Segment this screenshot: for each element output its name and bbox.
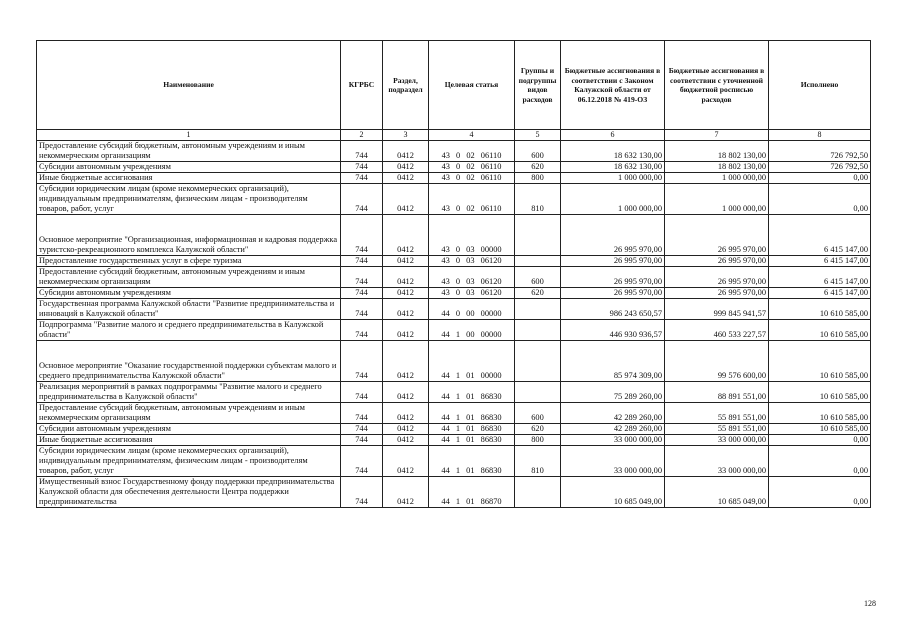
row-executed: 726 792,50 [769, 141, 871, 162]
row-name: Предоставление субсидий бюджетным, автономным учреждениям и иным некоммерческим организациям [37, 267, 341, 288]
row-expense-group: 620 [515, 162, 561, 173]
row-name: Субсидии юридическим лицам (кроме некоммерческих организаций), индивидуальным предпринимателям, физическим лицам - производителям товаров, работ, услуг [37, 446, 341, 477]
row-expense-group [515, 382, 561, 403]
table-row [37, 435, 871, 446]
table-row [37, 173, 871, 184]
row-plan-allocation: 1 000 000,00 [665, 173, 769, 184]
row-law-allocation: 10 685 049,00 [561, 477, 665, 508]
row-target-article: 43 0 02 06110 [429, 141, 515, 162]
table-row [37, 477, 871, 508]
row-expense-group: 800 [515, 435, 561, 446]
row-plan-allocation: 26 995 970,00 [665, 256, 769, 267]
row-plan-allocation: 55 891 551,00 [665, 403, 769, 424]
row-executed: 6 415 147,00 [769, 288, 871, 299]
table-row [37, 141, 871, 162]
row-kgrbs: 744 [341, 341, 383, 382]
row-expense-group: 620 [515, 288, 561, 299]
row-kgrbs: 744 [341, 141, 383, 162]
row-executed: 10 610 585,00 [769, 341, 871, 382]
row-name: Иные бюджетные ассигнования [37, 435, 341, 446]
row-law-allocation: 26 995 970,00 [561, 267, 665, 288]
table-row [37, 162, 871, 173]
row-executed: 6 415 147,00 [769, 267, 871, 288]
table-row [37, 320, 871, 341]
row-target-article: 43 0 03 06120 [429, 288, 515, 299]
row-executed: 6 415 147,00 [769, 256, 871, 267]
table-row [37, 267, 871, 288]
row-plan-allocation: 33 000 000,00 [665, 435, 769, 446]
row-executed: 10 610 585,00 [769, 320, 871, 341]
row-razdel: 0412 [383, 299, 429, 320]
row-razdel: 0412 [383, 320, 429, 341]
header-row [37, 41, 871, 130]
row-razdel: 0412 [383, 446, 429, 477]
row-name: Предоставление субсидий бюджетным, автономным учреждениям и иным некоммерческим организациям [37, 141, 341, 162]
row-executed: 10 610 585,00 [769, 424, 871, 435]
budget-table [36, 40, 871, 508]
row-kgrbs: 744 [341, 320, 383, 341]
row-executed: 0,00 [769, 477, 871, 508]
row-law-allocation: 26 995 970,00 [561, 288, 665, 299]
header-kgrbs: КГРБС [341, 41, 383, 130]
header-plan-allocations: Бюджетные ассигнования в соответствии с уточненной бюджетной росписью расходов [665, 41, 769, 130]
column-number: 8 [769, 130, 871, 141]
column-number: 6 [561, 130, 665, 141]
row-expense-group [515, 256, 561, 267]
row-expense-group: 810 [515, 446, 561, 477]
row-name: Основное мероприятие "Организационная, информационная и кадровая поддержка туристско-рекреационного комплекса Калужской области" [37, 215, 341, 256]
table-row [37, 341, 871, 382]
row-law-allocation: 33 000 000,00 [561, 435, 665, 446]
row-plan-allocation: 26 995 970,00 [665, 267, 769, 288]
row-razdel: 0412 [383, 141, 429, 162]
column-number-row [37, 130, 871, 141]
table-row [37, 403, 871, 424]
row-kgrbs: 744 [341, 267, 383, 288]
row-kgrbs: 744 [341, 184, 383, 215]
table-row [37, 424, 871, 435]
row-target-article: 44 0 00 00000 [429, 299, 515, 320]
row-law-allocation: 42 289 260,00 [561, 403, 665, 424]
row-plan-allocation: 26 995 970,00 [665, 288, 769, 299]
row-razdel: 0412 [383, 215, 429, 256]
row-kgrbs: 744 [341, 435, 383, 446]
row-razdel: 0412 [383, 403, 429, 424]
row-expense-group: 620 [515, 424, 561, 435]
row-expense-group: 600 [515, 267, 561, 288]
row-law-allocation: 26 995 970,00 [561, 215, 665, 256]
row-name: Субсидии юридическим лицам (кроме некоммерческих организаций), индивидуальным предпринимателям, физическим лицам - производителям товаров, работ, услуг [37, 184, 341, 215]
row-name: Подпрограмма "Развитие малого и среднего предпринимательства в Калужской области" [37, 320, 341, 341]
row-razdel: 0412 [383, 424, 429, 435]
row-expense-group [515, 477, 561, 508]
row-kgrbs: 744 [341, 477, 383, 508]
row-kgrbs: 744 [341, 424, 383, 435]
row-target-article: 43 0 02 06110 [429, 184, 515, 215]
row-razdel: 0412 [383, 162, 429, 173]
row-target-article: 43 0 03 06120 [429, 256, 515, 267]
row-executed: 0,00 [769, 173, 871, 184]
row-plan-allocation: 10 685 049,00 [665, 477, 769, 508]
page-number: 128 [864, 599, 876, 608]
row-target-article: 44 1 01 86830 [429, 382, 515, 403]
row-expense-group: 600 [515, 403, 561, 424]
column-number: 3 [383, 130, 429, 141]
row-razdel: 0412 [383, 184, 429, 215]
row-kgrbs: 744 [341, 299, 383, 320]
row-expense-group [515, 320, 561, 341]
row-name: Субсидии автономным учреждениям [37, 424, 341, 435]
row-kgrbs: 744 [341, 256, 383, 267]
row-law-allocation: 18 632 130,00 [561, 162, 665, 173]
column-number: 7 [665, 130, 769, 141]
row-executed: 6 415 147,00 [769, 215, 871, 256]
row-target-article: 44 1 00 00000 [429, 320, 515, 341]
row-executed: 0,00 [769, 184, 871, 215]
table-row [37, 184, 871, 215]
table-row [37, 382, 871, 403]
row-target-article: 44 1 01 86830 [429, 403, 515, 424]
row-target-article: 43 0 03 06120 [429, 267, 515, 288]
row-name: Предоставление субсидий бюджетным, автономным учреждениям и иным некоммерческим организациям [37, 403, 341, 424]
row-kgrbs: 744 [341, 288, 383, 299]
row-plan-allocation: 88 891 551,00 [665, 382, 769, 403]
header-expense-group: Группы и подгруппы видов расходов [515, 41, 561, 130]
row-kgrbs: 744 [341, 173, 383, 184]
row-target-article: 44 1 01 86830 [429, 424, 515, 435]
row-name: Субсидии автономным учреждениям [37, 162, 341, 173]
row-law-allocation: 1 000 000,00 [561, 184, 665, 215]
row-law-allocation: 75 289 260,00 [561, 382, 665, 403]
row-expense-group: 600 [515, 141, 561, 162]
row-plan-allocation: 460 533 227,57 [665, 320, 769, 341]
row-razdel: 0412 [383, 288, 429, 299]
row-plan-allocation: 99 576 600,00 [665, 341, 769, 382]
row-name: Иные бюджетные ассигнования [37, 173, 341, 184]
header-executed: Исполнено [769, 41, 871, 130]
row-plan-allocation: 18 802 130,00 [665, 162, 769, 173]
column-number: 1 [37, 130, 341, 141]
row-plan-allocation: 33 000 000,00 [665, 446, 769, 477]
row-executed: 10 610 585,00 [769, 382, 871, 403]
table-row [37, 446, 871, 477]
row-target-article: 44 1 01 86870 [429, 477, 515, 508]
row-expense-group: 810 [515, 184, 561, 215]
row-executed: 0,00 [769, 435, 871, 446]
row-expense-group [515, 341, 561, 382]
row-law-allocation: 85 974 309,00 [561, 341, 665, 382]
row-law-allocation: 986 243 650,57 [561, 299, 665, 320]
row-razdel: 0412 [383, 341, 429, 382]
row-razdel: 0412 [383, 382, 429, 403]
row-razdel: 0412 [383, 435, 429, 446]
row-plan-allocation: 1 000 000,00 [665, 184, 769, 215]
row-name: Основное мероприятие "Оказание государственной поддержки субъектам малого и среднего предпринимательства Калужской области" [37, 341, 341, 382]
row-name: Имущественный взнос Государственному фонду поддержки предпринимательства Калужской области для обеспечения деятельности Центра поддержки предпринимательства [37, 477, 341, 508]
row-expense-group [515, 299, 561, 320]
row-law-allocation: 42 289 260,00 [561, 424, 665, 435]
table-row [37, 288, 871, 299]
row-razdel: 0412 [383, 256, 429, 267]
row-name: Государственная программа Калужской области "Развитие предпринимательства и инноваций в Калужской области" [37, 299, 341, 320]
row-target-article: 43 0 02 06110 [429, 162, 515, 173]
row-law-allocation: 33 000 000,00 [561, 446, 665, 477]
header-razdel: Раздел, подраздел [383, 41, 429, 130]
table-row [37, 215, 871, 256]
row-executed: 0,00 [769, 446, 871, 477]
row-plan-allocation: 18 802 130,00 [665, 141, 769, 162]
row-name: Субсидии автономным учреждениям [37, 288, 341, 299]
column-number: 4 [429, 130, 515, 141]
row-target-article: 44 1 01 86830 [429, 435, 515, 446]
row-razdel: 0412 [383, 477, 429, 508]
row-target-article: 44 1 01 86830 [429, 446, 515, 477]
column-number: 5 [515, 130, 561, 141]
row-executed: 726 792,50 [769, 162, 871, 173]
row-law-allocation: 26 995 970,00 [561, 256, 665, 267]
header-name: Наименование [37, 41, 341, 130]
row-expense-group: 800 [515, 173, 561, 184]
row-expense-group [515, 215, 561, 256]
row-kgrbs: 744 [341, 215, 383, 256]
row-kgrbs: 744 [341, 162, 383, 173]
row-razdel: 0412 [383, 173, 429, 184]
budget-table-sheet [36, 40, 870, 508]
row-target-article: 43 0 03 00000 [429, 215, 515, 256]
row-plan-allocation: 999 845 941,57 [665, 299, 769, 320]
row-plan-allocation: 55 891 551,00 [665, 424, 769, 435]
row-name: Предоставление государственных услуг в сфере туризма [37, 256, 341, 267]
row-target-article: 44 1 01 00000 [429, 341, 515, 382]
row-law-allocation: 18 632 130,00 [561, 141, 665, 162]
row-razdel: 0412 [383, 267, 429, 288]
table-row [37, 299, 871, 320]
row-kgrbs: 744 [341, 382, 383, 403]
row-target-article: 43 0 02 06110 [429, 173, 515, 184]
row-kgrbs: 744 [341, 446, 383, 477]
table-row [37, 256, 871, 267]
column-number: 2 [341, 130, 383, 141]
row-kgrbs: 744 [341, 403, 383, 424]
header-law-allocations: Бюджетные ассигнования в соответствии с Законом Калужской области от 06.12.2018 № 419-ОЗ [561, 41, 665, 130]
row-law-allocation: 1 000 000,00 [561, 173, 665, 184]
row-executed: 10 610 585,00 [769, 299, 871, 320]
row-name: Реализация мероприятий в рамках подпрограммы "Развитие малого и среднего предпринимательства в Калужской области" [37, 382, 341, 403]
row-law-allocation: 446 930 936,57 [561, 320, 665, 341]
header-target-article: Целевая статья [429, 41, 515, 130]
row-executed: 10 610 585,00 [769, 403, 871, 424]
table-body [37, 130, 871, 508]
row-plan-allocation: 26 995 970,00 [665, 215, 769, 256]
